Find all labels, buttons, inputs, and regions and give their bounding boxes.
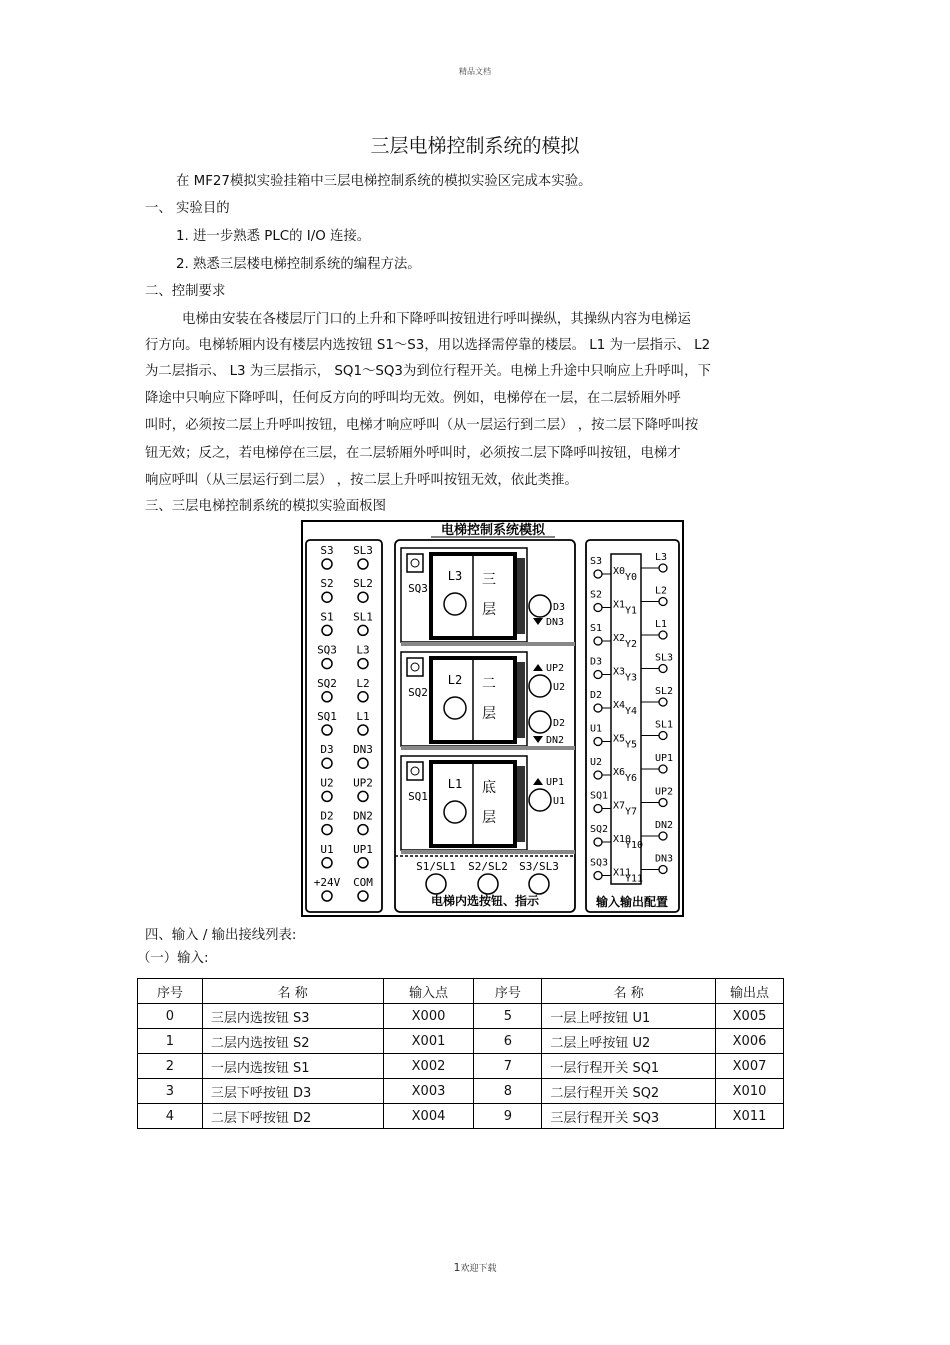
io-output-jack xyxy=(659,732,667,740)
io-input-label: SQ1 xyxy=(590,790,609,802)
section1-heading: 一、 实验目的 xyxy=(145,201,230,216)
terminal-label: DN3 xyxy=(353,743,373,757)
terminal-label: U2 xyxy=(320,776,334,790)
floor-lamp-label: L2 xyxy=(447,673,463,687)
terminal-jack xyxy=(322,825,332,835)
terminal-jack xyxy=(322,592,332,602)
table-cell: 7 xyxy=(474,1054,542,1079)
terminal-jack xyxy=(322,891,332,901)
terminal-jack xyxy=(358,592,368,602)
table-header-row xyxy=(138,979,784,1004)
table-cell: 二层上呼按钮 U2 xyxy=(542,1029,716,1054)
table-cell: 3 xyxy=(138,1079,203,1104)
io-output-jack xyxy=(659,832,667,840)
io-input-port: X0 xyxy=(613,566,626,577)
io-input-jack xyxy=(594,637,602,645)
section2-heading: 二、控制要求 xyxy=(145,284,226,299)
table-cell: X010 xyxy=(716,1079,784,1104)
io-output-port: Y10 xyxy=(625,840,644,851)
terminal-jack xyxy=(358,559,368,569)
car-select-button-label: S2/SL2 xyxy=(468,860,508,873)
document-title: 三层电梯控制系统的模拟 xyxy=(370,135,580,157)
terminal-jack xyxy=(358,758,368,768)
terminal-label: SL2 xyxy=(353,577,373,591)
terminal-jack xyxy=(322,625,332,635)
table-cell: 8 xyxy=(474,1079,542,1104)
section2-line: 为二层指示、 L3 为三层指示， SQ1～SQ3为到位行程开关。电梯上升途中只响应上升呼叫，下 xyxy=(145,364,711,379)
io-input-port: X6 xyxy=(613,767,626,778)
io-input-label: S3 xyxy=(590,556,603,567)
io-input-port: X7 xyxy=(613,800,626,812)
terminal-label: SQ3 xyxy=(317,643,337,657)
terminal-jack xyxy=(322,692,332,702)
io-input-label: SQ3 xyxy=(590,857,609,869)
io-output-jack xyxy=(659,631,667,639)
terminal-label: L2 xyxy=(356,676,370,690)
table-cell: 一层行程开关 SQ1 xyxy=(542,1054,716,1079)
io-output-label: L1 xyxy=(655,619,668,630)
limit-switch-label: SQ3 xyxy=(408,582,428,595)
table-cell: X011 xyxy=(716,1104,784,1129)
table-cell: 9 xyxy=(474,1104,542,1129)
floor-lamp-label: L1 xyxy=(447,777,463,791)
counterweight-rail xyxy=(517,662,525,738)
floor-slab xyxy=(401,642,575,646)
terminal-label: S3 xyxy=(320,544,334,557)
hall-call-label: D3 xyxy=(553,602,566,613)
table-cell: 二层内选按钮 S2 xyxy=(202,1029,383,1054)
terminal-label: D3 xyxy=(320,743,334,757)
hall-call-label: DN3 xyxy=(546,617,565,628)
io-output-label: SL1 xyxy=(655,719,674,731)
terminal-label: L1 xyxy=(356,710,370,723)
floor-lamp xyxy=(444,801,466,823)
io-input-port: X3 xyxy=(613,666,626,678)
table-cell: 三层下呼按钮 D3 xyxy=(202,1079,383,1104)
io-input-port: X4 xyxy=(613,700,626,711)
hall-call-label: U2 xyxy=(553,682,566,693)
floor-name-char: 层 xyxy=(482,602,496,618)
terminal-label: S2 xyxy=(320,577,334,591)
io-output-port: Y5 xyxy=(625,739,638,751)
section2-line: 降途中只响应下降呼叫，任何反方向的呼叫均无效。例如，电梯停在一层，在二层轿厢外呼 xyxy=(145,391,681,406)
io-input-jack xyxy=(594,805,602,813)
section3-heading: 三、三层电梯控制系统的模拟实验面板图 xyxy=(145,499,387,514)
io-input-jack xyxy=(594,771,602,779)
io-input-port: X10 xyxy=(613,834,632,845)
section4-heading: 四、输入 / 输出接线列表: xyxy=(145,928,297,943)
table-row xyxy=(138,1029,784,1054)
io-input-jack xyxy=(594,570,602,578)
intro-text: 在 MF27模拟实验挂箱中三层电梯控制系统的模拟实验区完成本实验。 xyxy=(176,174,592,189)
section2-line: 叫时，必须按二层上升呼叫按钮，电梯才响应呼叫（从一层运行到二层） ，按二层下降呼叫按 xyxy=(145,418,699,433)
hall-call-lamp xyxy=(529,711,551,733)
car-select-buttons xyxy=(416,860,559,894)
limit-switch-label: SQ1 xyxy=(408,790,428,803)
io-output-label: SL2 xyxy=(655,686,674,697)
terminal-jack xyxy=(322,791,332,801)
terminal-jack xyxy=(322,559,332,569)
hall-call-label: UP1 xyxy=(546,777,565,788)
table-cell: X005 xyxy=(716,1004,784,1029)
io-input-port: X2 xyxy=(613,633,626,644)
io-output-jack xyxy=(659,698,667,706)
limit-switch-label: SQ2 xyxy=(408,686,428,699)
table-cell: X004 xyxy=(383,1104,474,1129)
terminal-jack xyxy=(322,659,332,669)
floor-lamp xyxy=(444,593,466,615)
terminal-jack xyxy=(358,858,368,868)
car-select-button-label: S1/SL1 xyxy=(416,860,456,873)
io-output-label: DN2 xyxy=(655,820,674,831)
io-output-label: DN3 xyxy=(655,853,674,865)
table-cell: 三层行程开关 SQ3 xyxy=(542,1104,716,1129)
table-cell: X007 xyxy=(716,1054,784,1079)
footer-text: 欢迎下载 xyxy=(460,1264,497,1274)
table-row xyxy=(138,1004,784,1029)
io-output-port: Y0 xyxy=(625,572,638,583)
section2-line: 钮无效；反之，若电梯停在三层，在二层轿厢外呼叫时，必须按二层下降呼叫按钮，电梯才 xyxy=(145,446,681,461)
floor-slab xyxy=(401,746,575,750)
io-output-jack xyxy=(659,564,667,572)
io-input-label: D2 xyxy=(590,690,603,701)
table-cell: 一层上呼按钮 U1 xyxy=(542,1004,716,1029)
table-row xyxy=(138,1054,784,1079)
table-cell: 1 xyxy=(138,1029,203,1054)
terminal-label: UP2 xyxy=(353,776,373,790)
io-input-jack xyxy=(594,671,602,679)
hall-call-label: D2 xyxy=(553,718,566,729)
table-cell: X003 xyxy=(383,1079,474,1104)
table-cell: X002 xyxy=(383,1054,474,1079)
counterweight-rail xyxy=(517,558,525,634)
car-select-button-label: S3/SL3 xyxy=(519,860,559,873)
car-select-button xyxy=(426,874,446,894)
page-number: 1 xyxy=(453,1261,461,1274)
terminal-jack xyxy=(358,692,368,702)
floor-name-char: 二 xyxy=(482,676,496,692)
table-cell: X000 xyxy=(383,1004,474,1029)
table-cell: 6 xyxy=(474,1029,542,1054)
terminal-label: COM xyxy=(353,876,373,889)
table-cell: X001 xyxy=(383,1029,474,1054)
terminal-jack xyxy=(322,725,332,735)
section2-line: 电梯由安装在各楼层厅门口的上升和下降呼叫按钮进行呼叫操纵，其操纵内容为电梯运 xyxy=(182,312,691,327)
table-cell: 5 xyxy=(474,1004,542,1029)
car-select-button xyxy=(478,874,498,894)
section4-subheading: （一）输入: xyxy=(137,951,209,966)
col-header-name: 名 称 xyxy=(542,979,716,1004)
hall-call-label: DN2 xyxy=(546,735,565,746)
floor-lamp-label: L3 xyxy=(447,569,463,583)
table-cell: 三层内选按钮 S3 xyxy=(202,1004,383,1029)
terminal-label: L3 xyxy=(356,643,370,657)
page-header: 精品文档 xyxy=(459,67,491,76)
floor-name-char: 三 xyxy=(482,572,496,588)
table-cell: X006 xyxy=(716,1029,784,1054)
io-output-port: Y1 xyxy=(625,605,638,617)
panel-title: 电梯控制系统模拟 xyxy=(440,523,546,538)
io-input-label: U1 xyxy=(590,723,603,735)
io-output-jack xyxy=(659,665,667,673)
terminal-jack xyxy=(322,758,332,768)
io-input-jack xyxy=(594,704,602,712)
io-output-port: Y2 xyxy=(625,639,638,650)
floor-slab xyxy=(401,850,575,854)
counterweight-rail xyxy=(517,766,525,842)
section1-item-2: 2. 熟悉三层楼电梯控制系统的编程方法。 xyxy=(176,257,421,272)
terminal-label: U1 xyxy=(320,842,334,856)
io-input-jack xyxy=(594,838,602,846)
section1-item-1: 1. 进一步熟悉 PLC的 I/O 连接。 xyxy=(176,229,371,244)
table-cell: 4 xyxy=(138,1104,203,1129)
io-output-label: L3 xyxy=(655,552,668,563)
io-input-label: SQ2 xyxy=(590,824,609,835)
section2-line: 响应呼叫（从三层运行到二层） ，按二层上升呼叫按钮无效，依此类推。 xyxy=(145,473,578,488)
io-output-port: Y11 xyxy=(625,873,644,885)
col-header-name: 名 称 xyxy=(202,979,383,1004)
table-cell: 二层下呼按钮 D2 xyxy=(202,1104,383,1129)
io-input-jack xyxy=(594,604,602,612)
terminal-jack xyxy=(358,791,368,801)
io-output-port: Y4 xyxy=(625,706,638,717)
table-cell: 2 xyxy=(138,1054,203,1079)
page-footer xyxy=(0,1261,950,1274)
io-output-label: L2 xyxy=(655,585,668,597)
col-header-input: 输入点 xyxy=(383,979,474,1004)
terminal-label: SQ2 xyxy=(317,676,337,690)
io-output-jack xyxy=(659,765,667,773)
io-input-jack xyxy=(594,872,602,880)
io-output-port: Y7 xyxy=(625,806,638,818)
terminal-jack xyxy=(322,858,332,868)
elevator-panel-diagram xyxy=(301,520,684,917)
io-output-label: SL3 xyxy=(655,652,674,664)
table-row xyxy=(138,1079,784,1104)
terminal-label: DN2 xyxy=(353,809,373,823)
col-header-output: 输出点 xyxy=(716,979,784,1004)
floor-lamp xyxy=(444,697,466,719)
terminal-jack xyxy=(358,725,368,735)
io-input-label: S2 xyxy=(590,589,603,601)
io-output-port: Y6 xyxy=(625,773,638,784)
floor-name-char: 底 xyxy=(482,780,496,796)
io-table xyxy=(137,978,784,1129)
terminal-jack xyxy=(358,659,368,669)
hall-call-lamp xyxy=(529,675,551,697)
io-input-label: U2 xyxy=(590,757,603,768)
car-select-label: 电梯内选按钮、指示 xyxy=(430,894,540,908)
terminal-label: SQ1 xyxy=(317,710,337,723)
hall-call-label: U1 xyxy=(553,796,566,807)
terminal-label: SL3 xyxy=(353,544,373,557)
table-cell: 一层内选按钮 S1 xyxy=(202,1054,383,1079)
section2-line: 行方向。电梯轿厢内设有楼层内选按钮 S1～S3，用以选择需停靠的楼层。 L1 为一层指示、 L2 xyxy=(145,338,711,353)
io-input-port: X1 xyxy=(613,599,626,611)
floor-name-char: 层 xyxy=(482,706,496,722)
terminal-jack xyxy=(358,825,368,835)
col-header-index: 序号 xyxy=(474,979,542,1004)
io-input-jack xyxy=(594,738,602,746)
io-output-jack xyxy=(659,598,667,606)
io-output-jack xyxy=(659,799,667,807)
floor-name-char: 层 xyxy=(482,810,496,826)
car-select-button xyxy=(529,874,549,894)
io-output-label: UP1 xyxy=(655,753,674,764)
terminal-label: UP1 xyxy=(353,842,373,856)
io-output-jack xyxy=(659,866,667,874)
io-input-label: D3 xyxy=(590,656,603,668)
io-config-label: 输入输出配置 xyxy=(595,895,669,909)
terminal-label: S1 xyxy=(320,610,334,624)
terminal-jack xyxy=(358,891,368,901)
terminal-jack xyxy=(358,625,368,635)
io-output-port: Y3 xyxy=(625,672,638,684)
hall-call-lamp xyxy=(529,789,551,811)
terminal-label: SL1 xyxy=(353,610,373,624)
col-header-index: 序号 xyxy=(138,979,203,1004)
table-cell: 二层行程开关 SQ2 xyxy=(542,1079,716,1104)
table-row xyxy=(138,1104,784,1129)
io-output-label: UP2 xyxy=(655,786,674,798)
io-input-port: X11 xyxy=(613,867,632,879)
io-input-port: X5 xyxy=(613,733,626,745)
terminal-label: D2 xyxy=(320,809,334,823)
hall-call-lamp xyxy=(529,595,551,617)
terminal-label: +24V xyxy=(313,876,341,889)
io-input-label: S1 xyxy=(590,623,603,634)
table-cell: 0 xyxy=(138,1004,203,1029)
hall-call-label: UP2 xyxy=(546,663,565,674)
